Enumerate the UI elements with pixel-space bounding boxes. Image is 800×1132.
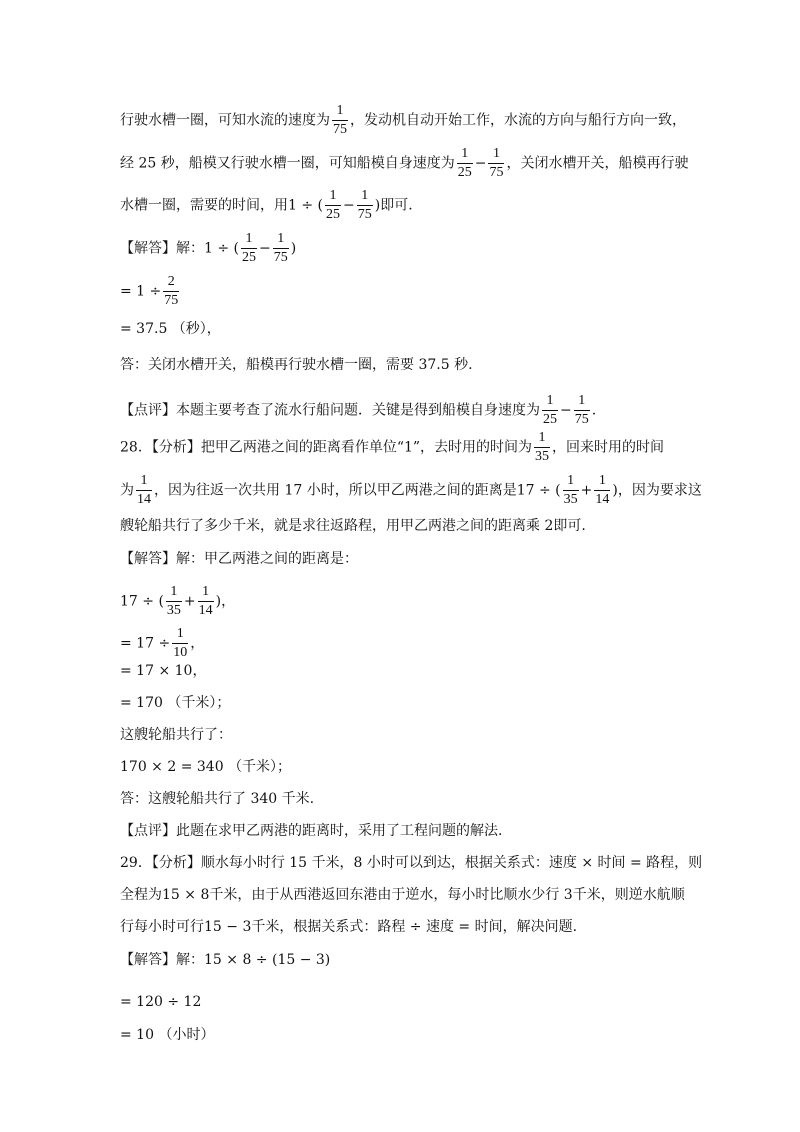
- text-line: [120, 320, 221, 338]
- fraction: [136, 473, 152, 508]
- text-segment: 29．【分析】顺水每小时行 15 千米，8 小时可以到达，根据关系式：速度 × 时间 = 路程，则: [120, 855, 703, 871]
- text-line: [120, 662, 206, 680]
- text-segment: ，发动机自动开始工作，水流的方向与船行方向一致，: [350, 112, 686, 129]
- fraction-denominator: 35: [563, 492, 578, 507]
- text-line: [120, 726, 232, 744]
- text-line: [120, 231, 296, 266]
- fraction-numerator: 1: [329, 188, 337, 203]
- fraction-denominator: 35: [535, 449, 550, 464]
- fraction-denominator: 75: [574, 412, 589, 427]
- text-segment: −: [343, 197, 355, 214]
- text-segment: )即可.: [374, 197, 413, 214]
- fraction-numerator: 1: [277, 231, 285, 246]
- text-segment: 【解答】解：15 × 8 ÷ (15 − 3): [120, 952, 331, 968]
- text-line: [120, 517, 586, 535]
- fraction-numerator: 1: [176, 626, 184, 641]
- text-line: [120, 103, 686, 138]
- text-line: [120, 854, 702, 872]
- fraction-numerator: 1: [140, 473, 148, 488]
- text-segment: +: [580, 482, 593, 499]
- text-segment: 【解答】解：1 ÷ (: [120, 240, 239, 257]
- fraction: [457, 146, 473, 181]
- text-line: [120, 146, 688, 181]
- text-segment: ，回来时用的时间: [552, 439, 665, 456]
- text-segment: 28．【分析】把甲乙两港之间的距离看作单位“1”，去时用的时间为: [120, 439, 533, 456]
- fraction-denominator: 14: [595, 492, 610, 507]
- text-segment: = 37.5 （秒），: [120, 321, 221, 337]
- text-line: [120, 790, 314, 808]
- fraction: [332, 103, 348, 138]
- text-segment: 这艘轮船共行了：: [120, 727, 232, 743]
- text-segment: = 1 ÷: [120, 283, 162, 300]
- text-line: [120, 274, 181, 309]
- text-segment: = 120 ÷ 12: [120, 994, 202, 1010]
- text-line: [120, 993, 201, 1011]
- text-segment: = 170 （千米）；: [120, 695, 231, 711]
- text-line: [120, 1026, 214, 1044]
- fraction-denominator: 75: [273, 250, 288, 265]
- text-segment: ): [290, 240, 297, 257]
- text-segment: 170 × 2 = 340 （千米）；: [120, 759, 292, 775]
- fraction-denominator: 25: [326, 207, 340, 222]
- fraction-numerator: 1: [538, 430, 546, 445]
- text-line: [120, 188, 413, 223]
- text-segment: 行每小时可行15 − 3千米，根据关系式：路程 ÷ 速度 = 时间，解决问题.: [120, 919, 578, 935]
- text-segment: 全程为15 × 8千米，由于从西港返回东港由于逆水，每小时比顺水少行 3千米，则逆水航顺: [120, 887, 685, 903]
- fraction: [273, 231, 289, 266]
- fraction: [198, 584, 214, 619]
- text-segment: 【点评】此题在求甲乙两港的距离时，采用了工程问题的解法.: [120, 823, 503, 839]
- text-line: [120, 822, 502, 840]
- text-line: [120, 584, 235, 619]
- fraction-numerator: 1: [567, 473, 575, 488]
- fraction-denominator: 75: [333, 122, 347, 137]
- text-segment: 答：这艘轮船共行了 340 千米.: [120, 791, 315, 807]
- text-segment: = 17 × 10，: [120, 663, 207, 679]
- fraction-denominator: 14: [137, 492, 151, 507]
- fraction-numerator: 1: [245, 231, 253, 246]
- text-segment: 17 ÷ (: [120, 593, 164, 610]
- text-segment: ，: [190, 635, 205, 652]
- fraction-denominator: 35: [166, 603, 181, 618]
- text-segment: +: [183, 593, 196, 610]
- fraction-numerator: 1: [361, 188, 369, 203]
- fraction: [325, 188, 341, 223]
- text-segment: −: [259, 240, 271, 257]
- fraction-numerator: 1: [578, 393, 586, 408]
- fraction: [241, 231, 257, 266]
- fraction: [563, 473, 579, 508]
- text-segment: )，因为要求这: [612, 482, 702, 499]
- fraction-denominator: 25: [242, 250, 256, 265]
- text-line: [120, 626, 204, 661]
- text-segment: ，关闭水槽开关，船模再行驶: [506, 155, 689, 172]
- fraction: [166, 584, 182, 619]
- text-line: [120, 356, 473, 374]
- fraction-numerator: 1: [492, 146, 500, 161]
- fraction-denominator: 14: [198, 603, 213, 618]
- fraction-denominator: 75: [164, 293, 179, 308]
- fraction: [534, 430, 550, 465]
- fraction: [163, 274, 179, 309]
- text-segment: 经 25 秒，船模又行驶水槽一圈，可知船模自身速度为: [120, 155, 455, 172]
- fraction-numerator: 1: [202, 584, 210, 599]
- fraction-numerator: 1: [546, 393, 554, 408]
- fraction: [357, 188, 373, 223]
- text-segment: )，: [215, 593, 236, 610]
- fraction-numerator: 1: [336, 103, 344, 118]
- text-segment: = 10 （小时）: [120, 1027, 215, 1043]
- fraction-denominator: 25: [457, 165, 472, 180]
- fraction-denominator: 75: [357, 207, 372, 222]
- text-segment: 【解答】解：甲乙两港之间的距离是：: [120, 551, 358, 567]
- text-segment: 行驶水槽一圈，可知水流的速度为: [120, 112, 330, 129]
- fraction: [574, 393, 590, 428]
- text-segment: 【点评】本题主要考查了流水行船问题．关键是得到船模自身速度为: [120, 402, 540, 419]
- fraction: [172, 626, 188, 661]
- fraction-denominator: 75: [489, 165, 504, 180]
- text-line: [120, 918, 577, 936]
- fraction-numerator: 1: [598, 473, 606, 488]
- text-segment: = 17 ÷: [120, 635, 171, 652]
- text-segment: .: [591, 402, 597, 419]
- text-line: [120, 473, 702, 508]
- fraction-numerator: 1: [461, 146, 469, 161]
- text-segment: 答：关闭水槽开关，船模再行驶水槽一圈，需要 37.5 秒.: [120, 357, 473, 373]
- fraction-denominator: 10: [173, 645, 188, 660]
- text-line: [120, 550, 358, 568]
- fraction-numerator: 2: [167, 274, 175, 289]
- text-segment: 水槽一圈，需要的时间，用1 ÷ (: [120, 197, 323, 214]
- text-line: [120, 430, 664, 465]
- text-line: [120, 694, 230, 712]
- text-line: [120, 758, 291, 776]
- text-segment: −: [560, 402, 572, 419]
- fraction: [594, 473, 610, 508]
- text-line: [120, 951, 330, 969]
- text-segment: −: [474, 155, 487, 172]
- text-segment: ，因为往返一次共用 17 小时，所以甲乙两港之间的距离是17 ÷ (: [154, 482, 561, 499]
- fraction: [542, 393, 558, 428]
- fraction-numerator: 1: [170, 584, 178, 599]
- text-line: [120, 886, 685, 904]
- fraction-denominator: 25: [543, 412, 557, 427]
- text-segment: 为: [120, 482, 134, 499]
- text-segment: 艘轮船共行了多少千米，就是求往返路程，用甲乙两港之间的距离乘 2即可.: [120, 518, 586, 534]
- text-line: [120, 393, 596, 428]
- fraction: [488, 146, 504, 181]
